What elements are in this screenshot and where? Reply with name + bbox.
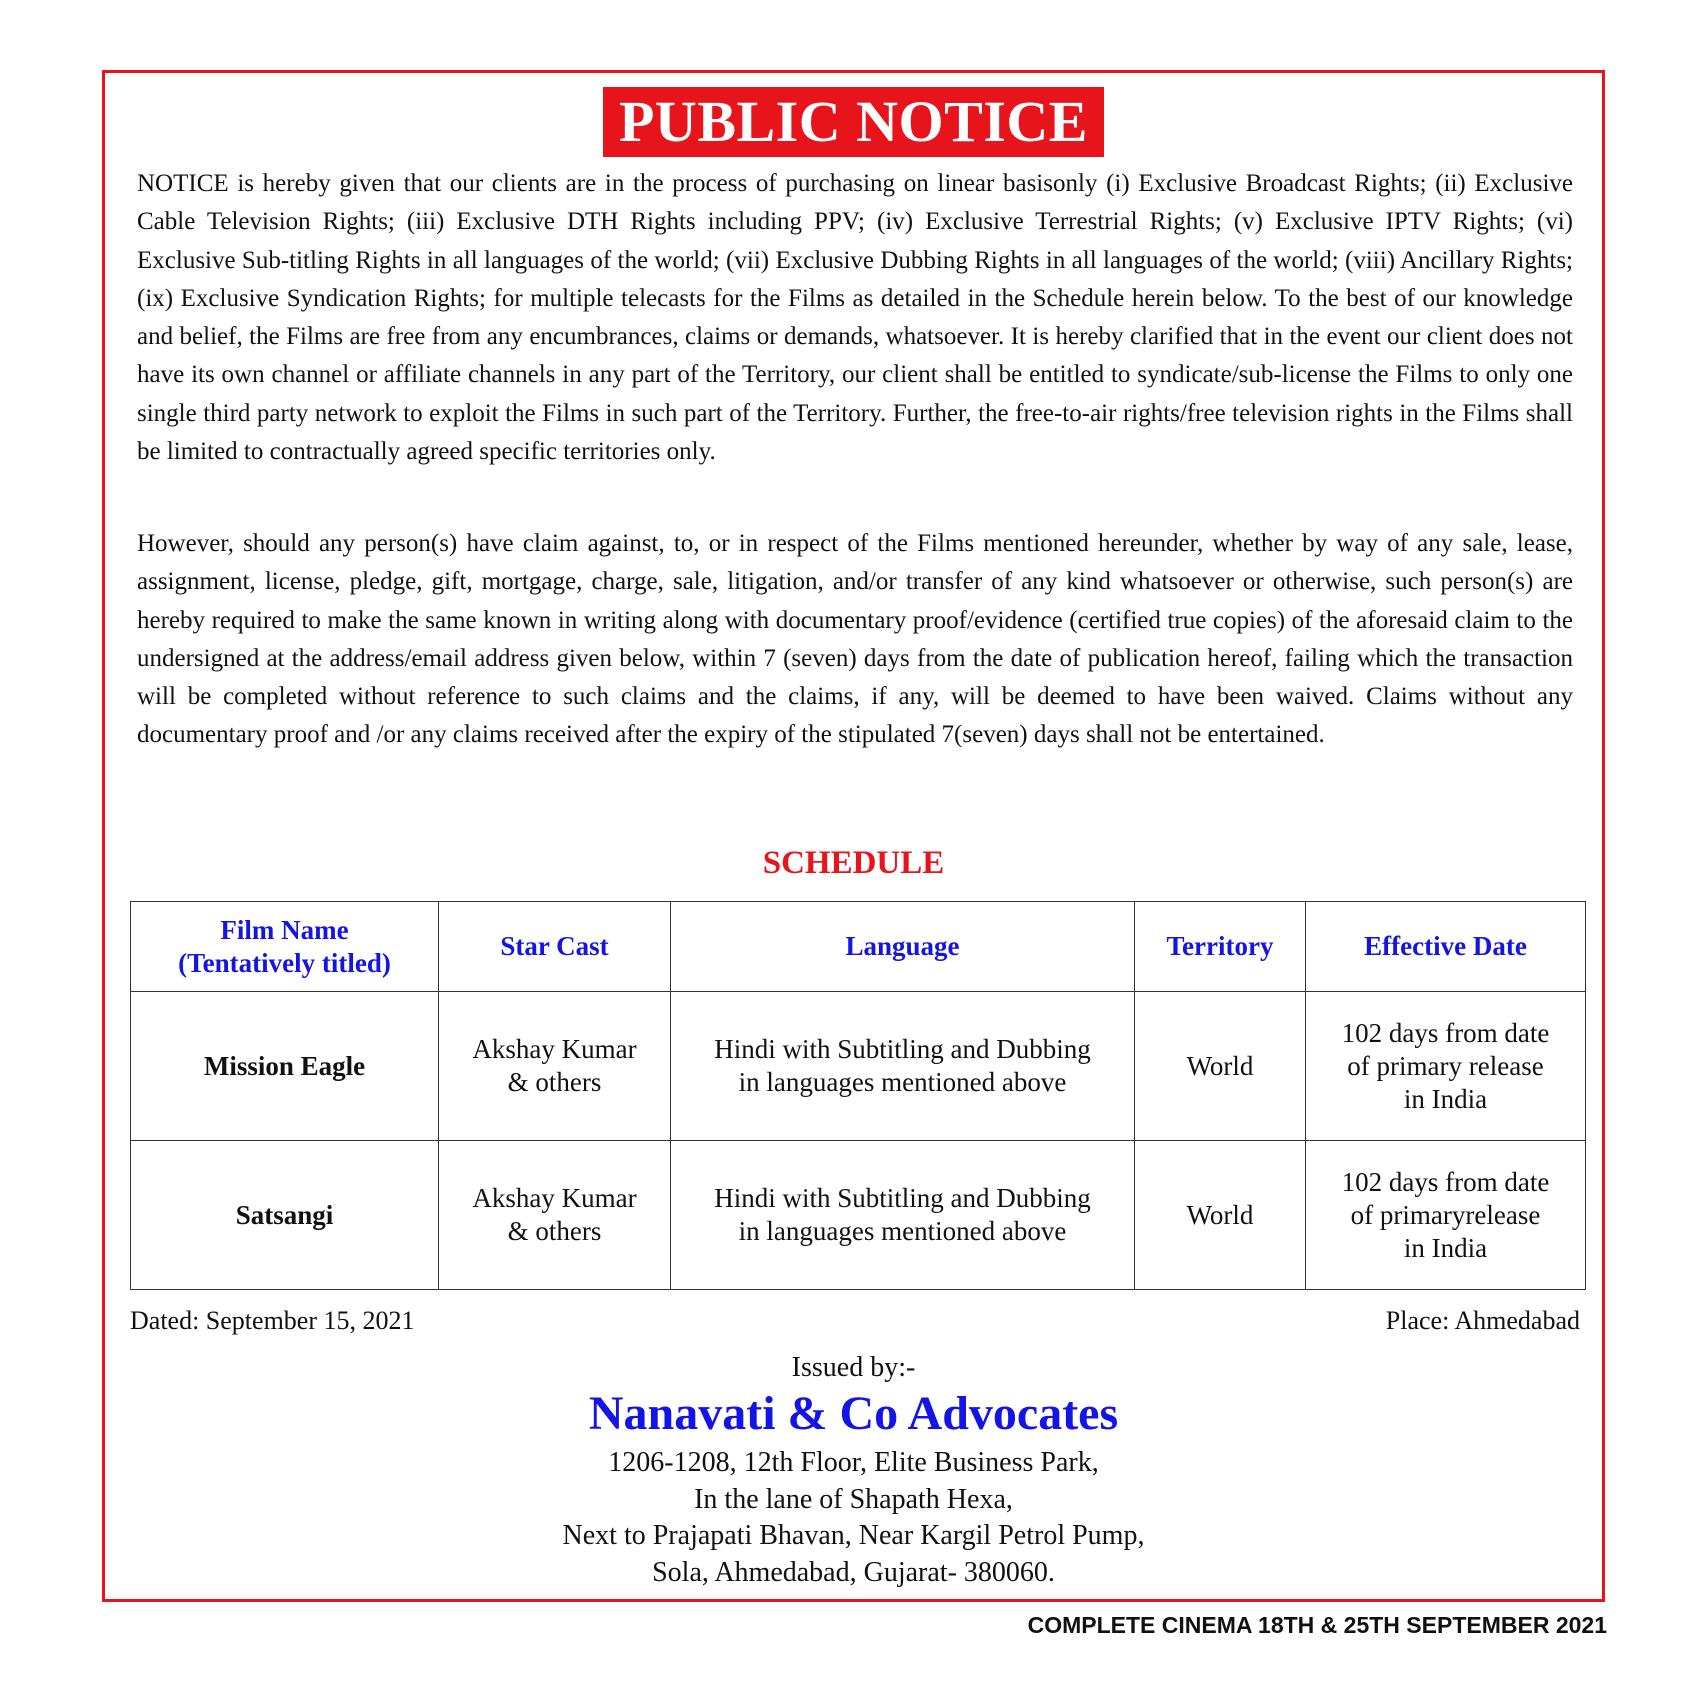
star-cast-line: Akshay Kumar — [472, 1183, 637, 1213]
notice-paragraph-2: However, should any person(s) have claim against, to, or in respect of the Films mentioned hereunder, whether by way of any sale, lease, assignment, license, pledge, gift, mortgage, charge, sale, litigation, and/or transfer of any kind whatsoever or otherwise, such person(s) are hereby required to make the same known in writing along with documentary proof/evidence (certified true copies) of the aforesaid claim to the undersigned at the address/email address given below, within 7 (seven) days from the date of publication hereof, failing which the transaction will be completed without reference to such claims and the claims, if any, will be deemed to have been waived. Claims without any documentary proof and /or any claims received after the expiry of the stipulated 7(seven) days shall not be entertained. — [137, 530, 1573, 749]
place-text: Place: Ahmedabad — [1385, 1306, 1580, 1335]
address-line: 1206-1208, 12th Floor, Elite Business Park, — [608, 1447, 1099, 1478]
address-line: Next to Prajapati Bhavan, Near Kargil Petrol Pump, — [562, 1520, 1145, 1551]
film-name-header-line2: (Tentatively titled) — [178, 947, 391, 978]
effective-date-cell — [1306, 992, 1586, 1141]
table-header-row — [131, 902, 1586, 992]
dated-text: Dated: September 15, 2021 — [130, 1306, 415, 1335]
column-header-language: Language — [671, 902, 1135, 992]
firm-address — [105, 1445, 1602, 1591]
language-cell — [671, 1141, 1135, 1290]
effective-date-line: of primary release — [1347, 1050, 1544, 1081]
notice-paragraph-1: NOTICE is hereby given that our clients are in the process of purchasing on linear basisonly (i) Exclusive Broadcast Rights; (ii) Exclusive Cable Television Rights; (iii) Exclusive DTH Rights including PPV; (iv) Exclusive Terrestrial Rights; (v) Exclusive IPTV Rights; (vi) Exclusive Sub-titling Rights in all languages of the world; (vii) Exclusive Dubbing Rights in all languages of the world; (viii) Ancillary Rights; (ix) Exclusive Syndication Rights; for multiple telecasts for the Films as detailed in the Schedule herein below. To the best of our knowledge and belief, the Films are free from any encumbrances, claims or demands, whatsoever. It is hereby clarified that in the event our client does not have its own channel or affiliate channels in any part of the Territory, our client shall be entitled to syndicate/sub-license the Films to only one single third party network to exploit the Films in such part of the Territory. Further, the free-to-air rights/free television rights in the Films shall be limited to contractually agreed specific territories only. — [137, 170, 1573, 466]
column-header-effective-date: Effective Date — [1306, 902, 1586, 992]
star-cast-cell — [439, 992, 671, 1141]
territory-cell: World — [1135, 992, 1306, 1141]
column-header-star-cast: Star Cast — [439, 902, 671, 992]
notice-border-frame — [102, 70, 1605, 1602]
effective-date-cell — [1306, 1141, 1586, 1290]
firm-name: Nanavati & Co Advocates — [588, 1387, 1119, 1440]
schedule-table — [130, 901, 1586, 1290]
film-name-cell: Mission Eagle — [131, 992, 439, 1141]
column-header-film-name — [131, 902, 439, 992]
effective-date-line: 102 days from date — [1341, 1017, 1550, 1048]
effective-date-line: in India — [1403, 1083, 1488, 1114]
language-cell — [671, 992, 1135, 1141]
table-row — [131, 992, 1586, 1141]
star-cast-line: & others — [507, 1067, 602, 1097]
star-cast-line: & others — [507, 1216, 602, 1246]
publication-footer: COMPLETE CINEMA 18TH & 25TH SEPTEMBER 2021 — [1027, 1612, 1607, 1638]
film-name-cell: Satsangi — [131, 1141, 439, 1290]
language-line: in languages mentioned above — [738, 1216, 1067, 1246]
schedule-heading: SCHEDULE — [762, 845, 945, 881]
territory-cell: World — [1135, 1141, 1306, 1290]
title-wrapper — [105, 87, 1602, 157]
language-line: in languages mentioned above — [738, 1067, 1067, 1097]
language-line: Hindi with Subtitling and Dubbing — [714, 1034, 1091, 1064]
effective-date-line: of primaryrelease — [1350, 1199, 1541, 1230]
page-title: PUBLIC NOTICE — [603, 87, 1104, 157]
issued-by-label: Issued by:- — [791, 1352, 916, 1383]
film-name-header-line1: Film Name — [220, 914, 349, 945]
language-line: Hindi with Subtitling and Dubbing — [714, 1183, 1091, 1213]
effective-date-line: 102 days from date — [1341, 1166, 1550, 1197]
column-header-territory: Territory — [1135, 902, 1306, 992]
star-cast-line: Akshay Kumar — [472, 1034, 637, 1064]
address-line: Sola, Ahmedabad, Gujarat- 380060. — [652, 1556, 1055, 1588]
star-cast-cell — [439, 1141, 671, 1290]
address-line: In the lane of Shapath Hexa, — [694, 1483, 1013, 1515]
effective-date-line: in India — [1403, 1232, 1488, 1263]
table-row — [131, 1141, 1586, 1290]
